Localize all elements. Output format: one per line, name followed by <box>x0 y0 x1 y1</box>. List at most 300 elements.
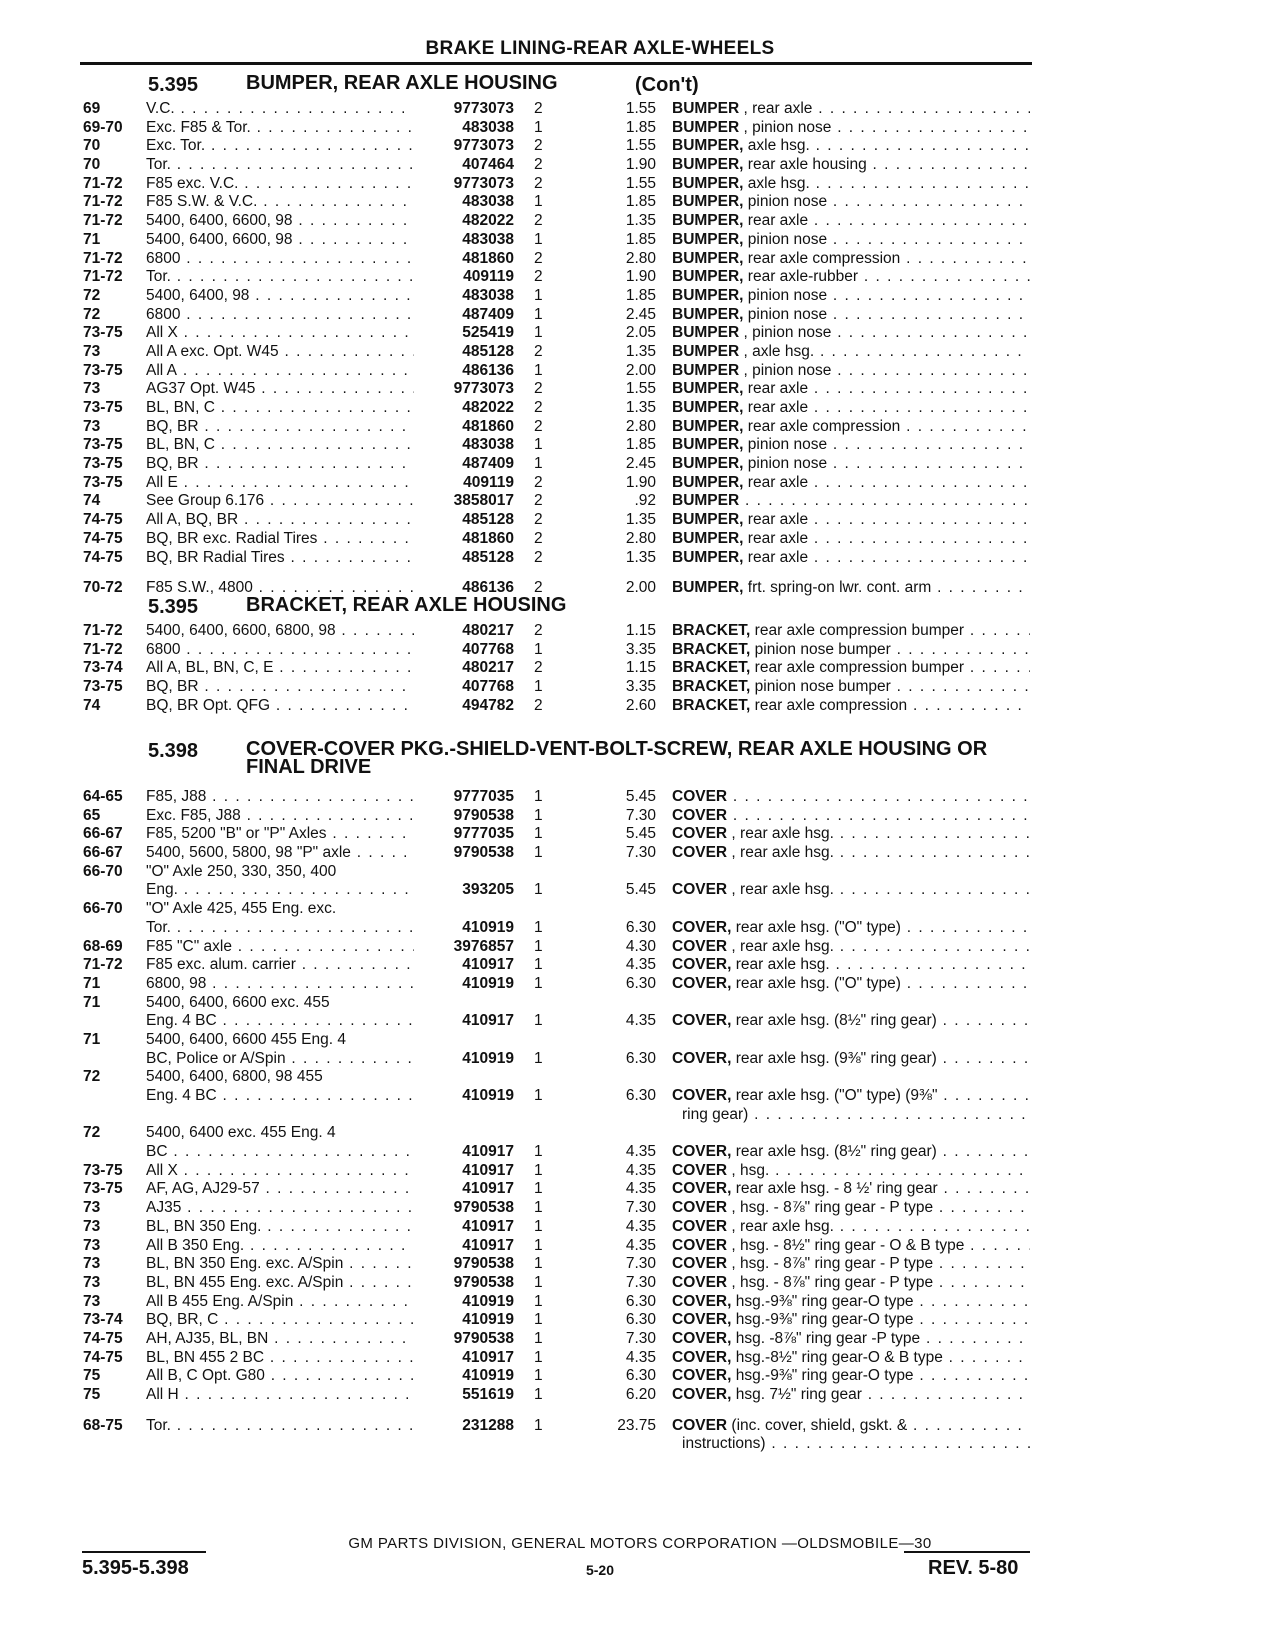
description-head: BUMPER, <box>672 174 744 192</box>
description <box>672 956 1030 975</box>
table-row <box>0 511 1280 530</box>
quantity: 1 <box>534 1143 543 1161</box>
description <box>672 324 1030 343</box>
description-head: COVER <box>672 1416 728 1434</box>
description-text: rear axle compression <box>750 696 908 714</box>
quantity: 2 <box>534 174 543 192</box>
description <box>672 492 1030 511</box>
description <box>672 1106 1030 1125</box>
application: All B 455 Eng. A/Spin . . . <box>146 1293 414 1312</box>
model-year: 73 <box>83 1199 101 1217</box>
application: 5400, 5600, 5800, 98 "P" axle . . . <box>146 844 414 863</box>
quantity: 2 <box>534 100 543 117</box>
table-row <box>0 343 1280 362</box>
description <box>672 919 1030 938</box>
model-year: 65 <box>83 806 101 824</box>
list-price: 1.85 <box>625 118 656 136</box>
description-text: rear axle hsg. (8½" ring gear) <box>731 1012 937 1030</box>
description <box>672 1311 1030 1330</box>
quantity: 2 <box>534 473 543 491</box>
description-text: rear axle-rubber <box>743 268 859 286</box>
description <box>672 455 1030 474</box>
description <box>672 250 1030 269</box>
description-text: pinion nose <box>743 230 828 248</box>
application: 5400, 6400, 6600 exc. 455 <box>146 993 330 1011</box>
description <box>672 659 1030 678</box>
description-head: COVER, <box>672 1292 732 1310</box>
model-year: 71-72 <box>83 174 123 192</box>
part-number: 410917 <box>462 1180 514 1198</box>
part-number: 409119 <box>463 473 514 491</box>
footer-page-number: 5-20 <box>585 1562 615 1578</box>
list-price: 1.90 <box>625 268 656 286</box>
table-row <box>0 530 1280 549</box>
quantity: 1 <box>534 1273 543 1291</box>
application: 5400, 6400, 6800, 98 455 <box>146 1068 323 1086</box>
model-year: 73 <box>83 1217 101 1235</box>
list-price: 1.85 <box>625 193 656 211</box>
description-text: , hsg. - 8⅞" ring gear - P type <box>727 1255 934 1273</box>
description-head: COVER, <box>672 1049 732 1067</box>
description-head: COVER, <box>672 1012 732 1030</box>
section-header <box>0 596 1280 622</box>
description <box>672 1435 1030 1454</box>
parts-table-extra <box>0 1417 1280 1454</box>
part-number: 9790538 <box>453 1199 514 1217</box>
table-row <box>0 231 1280 250</box>
application: All X . . . <box>146 1162 414 1181</box>
description <box>672 380 1030 399</box>
list-price: 2.00 <box>625 361 656 379</box>
description <box>672 530 1030 549</box>
description-text: , pinion nose <box>739 118 832 136</box>
table-row <box>0 1417 1280 1436</box>
part-number: 9790538 <box>453 1329 514 1347</box>
model-year: 73-75 <box>83 324 123 342</box>
description-head: COVER <box>672 1217 728 1235</box>
section-title: BRACKET, REAR AXLE HOUSING <box>246 594 567 616</box>
description-head: BUMPER <box>672 324 740 342</box>
application: All A exc. Opt. W45 . . . <box>146 343 414 362</box>
application: BQ, BR exc. Radial Tires . . . <box>146 530 414 549</box>
description <box>672 175 1030 194</box>
table-row <box>0 287 1280 306</box>
description <box>672 287 1030 306</box>
application: Eng. . . . <box>146 881 414 900</box>
list-price: 2.45 <box>625 455 656 473</box>
table-row <box>0 156 1280 175</box>
description-head: BUMPER, <box>672 548 744 566</box>
part-number: 410917 <box>462 1236 514 1254</box>
part-number: 9773073 <box>453 174 514 192</box>
quantity: 1 <box>534 640 543 658</box>
application: 5400, 6400, 6600, 98 . . . <box>146 231 414 250</box>
description-head: COVER, <box>672 918 732 936</box>
model-year: 73-75 <box>83 455 123 473</box>
description-head: COVER, <box>672 1386 732 1403</box>
description-text: , rear axle hsg. <box>727 1217 834 1235</box>
description-text: rear axle compression <box>743 249 901 267</box>
quantity: 1 <box>534 1255 543 1273</box>
list-price: 5.45 <box>625 881 656 899</box>
application: "O" Axle 250, 330, 350, 400 <box>146 862 337 880</box>
part-number: 410919 <box>462 918 514 936</box>
description-text: rear axle <box>743 548 809 566</box>
model-year: 73-75 <box>83 1161 123 1179</box>
part-number: 393205 <box>462 881 514 899</box>
part-number: 410917 <box>462 1217 514 1235</box>
model-year: 74-75 <box>83 1348 123 1366</box>
description-head: COVER <box>672 881 728 899</box>
section-bumper <box>0 74 1280 598</box>
table-row <box>0 1124 1280 1143</box>
quantity: 1 <box>534 974 543 992</box>
list-price: 2.60 <box>625 696 656 714</box>
list-price: 6.30 <box>625 1087 656 1104</box>
description-text: , rear axle hsg. <box>727 881 834 899</box>
model-year: 74-75 <box>83 529 123 547</box>
part-number: 481860 <box>462 529 514 547</box>
quantity: 1 <box>534 678 543 696</box>
list-price: 2.05 <box>625 324 656 342</box>
quantity: 1 <box>534 1087 543 1104</box>
description <box>672 1386 1030 1405</box>
table-row <box>0 1218 1280 1237</box>
description-text: pinion nose <box>743 305 828 323</box>
model-year: 71 <box>83 974 101 992</box>
description-head: BUMPER, <box>672 399 744 416</box>
description-head: BUMPER, <box>672 137 744 155</box>
table-row <box>0 418 1280 437</box>
quantity: 1 <box>534 324 543 342</box>
description-text: hsg.-8½" ring gear-O & B type <box>731 1348 943 1366</box>
list-price: 1.90 <box>625 473 656 491</box>
description-head: COVER <box>672 1199 728 1217</box>
list-price: 4.35 <box>625 1143 656 1161</box>
list-price: 6.30 <box>625 974 656 992</box>
application: Exc. F85 & Tor. . . . <box>146 119 414 138</box>
description <box>672 231 1030 250</box>
quantity: 2 <box>534 579 543 597</box>
model-year: 74-75 <box>83 548 123 566</box>
table-row <box>0 362 1280 381</box>
model-year: 73-74 <box>83 659 123 677</box>
description-head: BUMPER, <box>672 579 744 597</box>
application: 5400, 6400 exc. 455 Eng. 4 <box>146 1124 336 1142</box>
table-row <box>0 380 1280 399</box>
quantity: 1 <box>534 230 543 248</box>
quantity: 1 <box>534 455 543 473</box>
part-number: 9790538 <box>453 1273 514 1291</box>
table-row <box>0 250 1280 269</box>
description <box>672 1218 1030 1237</box>
list-price: 6.30 <box>625 1367 656 1385</box>
part-number: 410919 <box>462 1311 514 1329</box>
application: BQ, BR Opt. QFG . . . <box>146 697 414 716</box>
description-text: , hsg. <box>727 1161 770 1179</box>
table-row <box>0 994 1280 1013</box>
application: All A, BQ, BR . . . <box>146 511 414 530</box>
part-number: 486136 <box>462 361 514 379</box>
table-row <box>0 697 1280 716</box>
part-number: 481860 <box>462 249 514 267</box>
list-price: 7.30 <box>625 806 656 824</box>
quantity: 1 <box>534 806 543 824</box>
table-row <box>0 1143 1280 1162</box>
list-price: 6.30 <box>625 918 656 936</box>
list-price: 1.35 <box>625 399 656 416</box>
part-number: 9777035 <box>453 825 514 843</box>
part-number: 410917 <box>462 1012 514 1030</box>
table-row <box>0 175 1280 194</box>
table-row <box>0 1162 1280 1181</box>
description-head: BUMPER, <box>672 193 744 211</box>
table-row <box>0 119 1280 138</box>
list-price: 1.15 <box>625 659 656 677</box>
model-year: 66-70 <box>83 862 123 880</box>
application: BQ, BR . . . <box>146 455 414 474</box>
model-year: 73-75 <box>83 473 123 491</box>
application: F85 S.W., 4800 . . . <box>146 579 414 598</box>
application: 6800 . . . <box>146 641 414 660</box>
part-number: 481860 <box>462 417 514 435</box>
list-price: 6.30 <box>625 1311 656 1329</box>
part-number: 483038 <box>462 436 514 454</box>
model-year: 73-75 <box>83 361 123 379</box>
description-text: ring gear) <box>682 1105 749 1123</box>
model-year: 71-72 <box>83 640 123 658</box>
description-head: BUMPER <box>672 492 740 510</box>
description-head: BUMPER <box>672 342 740 360</box>
table-row <box>0 1199 1280 1218</box>
part-number: 482022 <box>462 399 514 416</box>
model-year: 73 <box>83 380 101 398</box>
description-head: COVER, <box>672 1367 732 1385</box>
description <box>672 1293 1030 1312</box>
application: See Group 6.176 . . . <box>146 492 414 511</box>
description-text: rear axle hsg. ("O" type) (9⅜" <box>731 1087 938 1104</box>
application: 6800, 98 . . . <box>146 975 414 994</box>
description <box>672 844 1030 863</box>
application: AF, AG, AJ29-57 . . . <box>146 1180 414 1199</box>
description-text: hsg.-9⅜" ring gear-O type <box>731 1367 914 1385</box>
application: BQ, BR, C . . . <box>146 1311 414 1330</box>
application: BC . . . <box>146 1143 414 1162</box>
description-text: , hsg. - 8⅞" ring gear - P type <box>727 1273 934 1291</box>
part-number: 409119 <box>463 268 514 286</box>
description <box>672 474 1030 493</box>
table-row <box>0 863 1280 882</box>
list-price: 7.30 <box>625 844 656 862</box>
quantity: 1 <box>534 1329 543 1347</box>
list-price: 1.15 <box>625 622 656 639</box>
quantity: 1 <box>534 918 543 936</box>
section-header <box>0 740 1280 788</box>
application: V.C. . . . <box>146 100 414 119</box>
application: 5400, 6400, 6600, 98 . . . <box>146 212 414 231</box>
description-text: pinion nose <box>743 436 828 454</box>
part-number: 480217 <box>462 659 514 677</box>
quantity: 2 <box>534 529 543 547</box>
section-header <box>0 74 1280 100</box>
list-price: 4.35 <box>625 1236 656 1254</box>
quantity: 1 <box>534 1236 543 1254</box>
part-number: 482022 <box>462 212 514 230</box>
application: BQ, BR . . . <box>146 418 414 437</box>
description <box>672 1349 1030 1368</box>
quantity: 1 <box>534 118 543 136</box>
description-head: BRACKET, <box>672 678 751 696</box>
model-year: 75 <box>83 1386 101 1403</box>
description-head: COVER, <box>672 1311 732 1329</box>
table-row <box>0 1274 1280 1293</box>
description <box>672 1255 1030 1274</box>
list-price: 7.30 <box>625 1329 656 1347</box>
application: Exc. Tor. . . . <box>146 137 414 156</box>
part-number: 9790538 <box>453 806 514 824</box>
description-head: BUMPER, <box>672 417 744 435</box>
description-text: rear axle <box>743 380 809 398</box>
model-year: 74 <box>83 492 101 510</box>
application: Tor. . . . <box>146 268 414 287</box>
table-row <box>0 919 1280 938</box>
description <box>672 1162 1030 1181</box>
model-year: 69-70 <box>83 118 123 136</box>
part-number: 551619 <box>462 1386 514 1403</box>
footer-revision: REV. 5-80 <box>928 1557 1019 1579</box>
quantity: 2 <box>534 137 543 155</box>
quantity: 1 <box>534 1386 543 1403</box>
model-year: 71-72 <box>83 212 123 230</box>
list-price: 1.90 <box>625 156 656 174</box>
table-row <box>0 1255 1280 1274</box>
application: All B, C Opt. G80 . . . <box>146 1367 414 1386</box>
description-text: pinion nose bumper <box>750 678 891 696</box>
description-head: COVER <box>672 1273 728 1291</box>
quantity: 1 <box>534 193 543 211</box>
description-text: , rear axle <box>739 100 813 117</box>
part-number: 487409 <box>462 305 514 323</box>
parts-table <box>0 622 1280 715</box>
quantity: 2 <box>534 212 543 230</box>
model-year: 70-72 <box>83 579 123 597</box>
description-head: COVER, <box>672 1348 732 1366</box>
application: All E . . . <box>146 474 414 493</box>
description-head: BUMPER <box>672 100 740 117</box>
list-price: 1.55 <box>625 174 656 192</box>
description-text: hsg.-9⅜" ring gear-O type <box>731 1311 914 1329</box>
model-year: 72 <box>83 286 101 304</box>
part-number: 485128 <box>462 548 514 566</box>
description-head: COVER, <box>672 1087 732 1104</box>
application: AG37 Opt. W45 . . . <box>146 380 414 399</box>
table-row <box>0 1106 1280 1125</box>
description-text: rear axle <box>743 511 809 529</box>
description-head: BUMPER, <box>672 249 744 267</box>
description-head: BUMPER, <box>672 455 744 473</box>
table-row <box>0 938 1280 957</box>
description <box>672 137 1030 156</box>
description-head: COVER <box>672 1161 728 1179</box>
model-year: 72 <box>83 305 101 323</box>
quantity: 1 <box>534 881 543 899</box>
description <box>672 119 1030 138</box>
description <box>672 1012 1030 1031</box>
part-number: 480217 <box>462 622 514 639</box>
quantity: 1 <box>534 1217 543 1235</box>
quantity: 1 <box>534 937 543 955</box>
description-head: BRACKET, <box>672 640 751 658</box>
model-year: 73 <box>83 1236 101 1254</box>
description-text: rear axle <box>743 473 809 491</box>
quantity: 1 <box>534 844 543 862</box>
model-year: 66-67 <box>83 825 123 843</box>
table-row <box>0 1367 1280 1386</box>
table-row <box>0 399 1280 418</box>
table-row <box>0 549 1280 568</box>
description-text: frt. spring-on lwr. cont. arm <box>743 579 932 597</box>
part-number: 9773073 <box>453 137 514 155</box>
application: F85 S.W. & V.C. . . . <box>146 193 414 212</box>
description <box>672 1367 1030 1386</box>
model-year: 70 <box>83 137 101 155</box>
title-rule <box>80 62 1032 65</box>
description <box>672 1330 1030 1349</box>
description-text: , rear axle hsg. <box>727 825 834 843</box>
model-year: 70 <box>83 156 101 174</box>
list-price: 1.35 <box>625 212 656 230</box>
list-price: 1.55 <box>625 137 656 155</box>
model-year: 64-65 <box>83 788 123 805</box>
table-row <box>0 1386 1280 1405</box>
model-year: 74-75 <box>83 511 123 529</box>
part-number: 410919 <box>462 1292 514 1310</box>
table-row <box>0 1068 1280 1087</box>
list-price: 23.75 <box>617 1416 656 1434</box>
part-number: 9790538 <box>453 1255 514 1273</box>
description-head: BUMPER, <box>672 380 744 398</box>
application: BL, BN 455 2 BC . . . <box>146 1349 414 1368</box>
table-row <box>0 1237 1280 1256</box>
description <box>672 975 1030 994</box>
description-text: rear axle hsg. (9⅜" ring gear) <box>731 1049 937 1067</box>
application: F85 exc. alum. carrier . . . <box>146 956 414 975</box>
table-row <box>0 306 1280 325</box>
quantity: 2 <box>534 268 543 286</box>
quantity: 1 <box>534 1180 543 1198</box>
description-text: rear axle <box>743 529 809 547</box>
application: BL, BN, C . . . <box>146 399 414 418</box>
quantity: 2 <box>534 622 543 639</box>
quantity: 1 <box>534 361 543 379</box>
model-year: 71 <box>83 1030 101 1048</box>
section-title: BUMPER, REAR AXLE HOUSING <box>246 72 558 94</box>
quantity: 2 <box>534 659 543 677</box>
table-row <box>0 474 1280 493</box>
description-text: axle hsg. <box>743 174 810 192</box>
model-year: 73 <box>83 1273 101 1291</box>
description <box>672 807 1030 826</box>
list-price: 4.30 <box>625 937 656 955</box>
table-row <box>0 641 1280 660</box>
section-number: 5.395 <box>148 74 199 96</box>
table-row <box>0 212 1280 231</box>
description-head: COVER <box>672 788 728 805</box>
quantity: 1 <box>534 788 543 805</box>
quantity: 2 <box>534 511 543 529</box>
table-row <box>0 1031 1280 1050</box>
model-year: 68-75 <box>83 1416 123 1434</box>
